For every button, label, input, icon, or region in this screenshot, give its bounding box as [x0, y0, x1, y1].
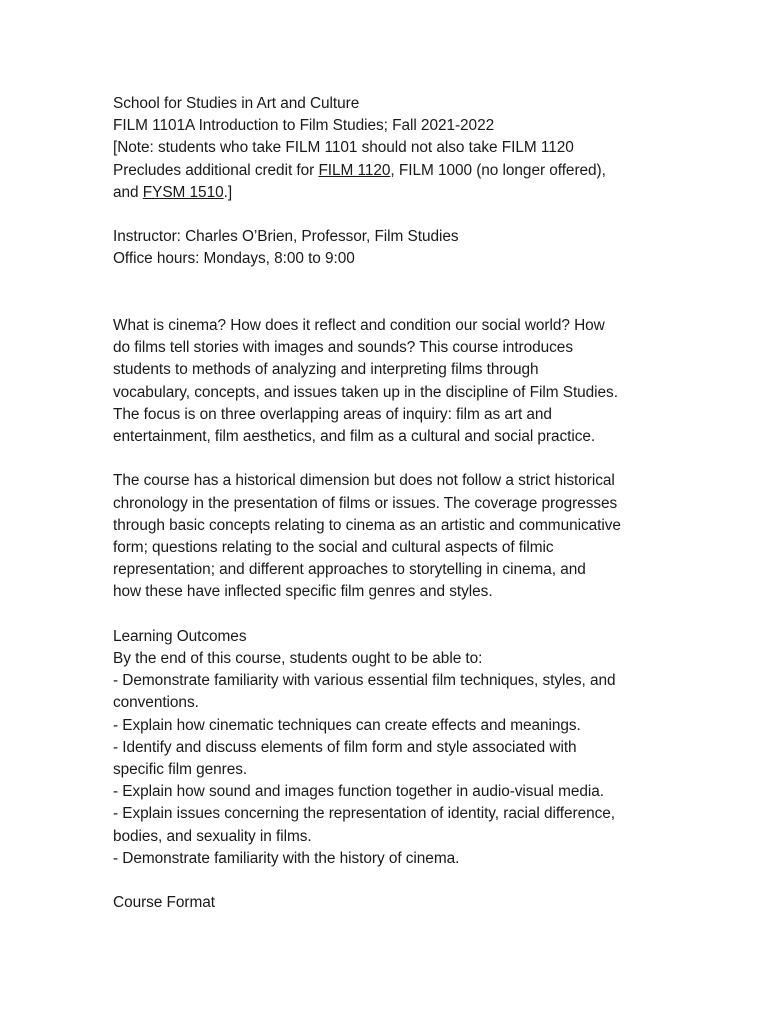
note-line-3-post: .] — [223, 183, 233, 201]
history-paragraph — [113, 470, 658, 603]
instructor-name: Instructor: Charles O’Brien, Professor, Film Studies — [113, 228, 459, 246]
note-line-3-pre: and — [113, 183, 143, 201]
school-name: School for Studies in Art and Culture — [113, 95, 360, 112]
intro-line: What is cinema? How does it reflect and condition our social world? How — [113, 317, 605, 334]
history-line: form; questions relating to the social and cultural aspects of filmic — [113, 539, 554, 557]
intro-line: students to methods of analyzing and interpreting films through — [113, 361, 539, 379]
learning-outcomes-intro: By the end of this course, students ought to be able to: — [113, 650, 483, 668]
course-format-heading: Course Format — [113, 894, 215, 912]
outcome-line: bodies, and sexuality in films. — [113, 827, 312, 845]
history-line: how these have inflected specific film genres and styles. — [113, 583, 493, 601]
intro-line: entertainment, film aesthetics, and film as a cultural and social practice. — [113, 428, 596, 446]
note-line-2-post: , FILM 1000 (no longer offered), — [390, 161, 606, 179]
intro-line: do films tell stories with images and sounds? This course introduces — [113, 339, 573, 357]
syllabus-page — [113, 93, 658, 914]
note-line-2 — [113, 160, 658, 182]
outcome-line: - Explain how cinematic techniques can create effects and meanings. — [113, 716, 581, 734]
course-format-section — [113, 892, 658, 914]
outcome-line: - Identify and discuss elements of film form and style associated with — [113, 738, 577, 756]
fysm-1510-link[interactable]: FYSM 1510 — [142, 183, 224, 201]
film-1120-link[interactable]: FILM 1120 — [318, 161, 391, 179]
outcome-line: specific film genres. — [113, 761, 248, 779]
outcome-line: - Explain how sound and images function together in audio-visual media. — [113, 783, 604, 801]
intro-line: The focus is on three overlapping areas of inquiry: film as art and — [113, 405, 552, 423]
outcome-line: - Explain issues concerning the representation of identity, racial difference, — [113, 805, 615, 823]
course-title: FILM 1101A Introduction to Film Studies; Fall 2021-2022 — [113, 117, 495, 135]
history-line: The course has a historical dimension but does not follow a strict historical — [113, 472, 615, 490]
instructor-block — [113, 226, 658, 270]
office-hours: Office hours: Mondays, 8:00 to 9:00 — [113, 250, 355, 268]
learning-outcomes-heading: Learning Outcomes — [113, 627, 247, 645]
history-line: representation; and different approaches to storytelling in cinema, and — [113, 561, 586, 579]
learning-outcomes-section — [113, 626, 658, 870]
intro-paragraph — [113, 315, 658, 448]
history-line: through basic concepts relating to cinema as an artistic and communicative — [113, 516, 621, 534]
note-line-2-pre: Precludes additional credit for — [113, 161, 319, 179]
outcome-line: conventions. — [113, 694, 199, 712]
outcome-line: - Demonstrate familiarity with various essential film techniques, styles, and — [113, 672, 616, 690]
history-line: chronology in the presentation of films or issues. The coverage progresses — [113, 494, 618, 512]
intro-line: vocabulary, concepts, and issues taken up in the discipline of Film Studies. — [113, 383, 618, 401]
header-block — [113, 93, 658, 204]
note-line-1: [Note: students who take FILM 1101 should not also take FILM 1120 — [113, 139, 574, 157]
outcome-line: - Demonstrate familiarity with the history of cinema. — [113, 849, 460, 867]
note-line-3 — [113, 182, 658, 204]
